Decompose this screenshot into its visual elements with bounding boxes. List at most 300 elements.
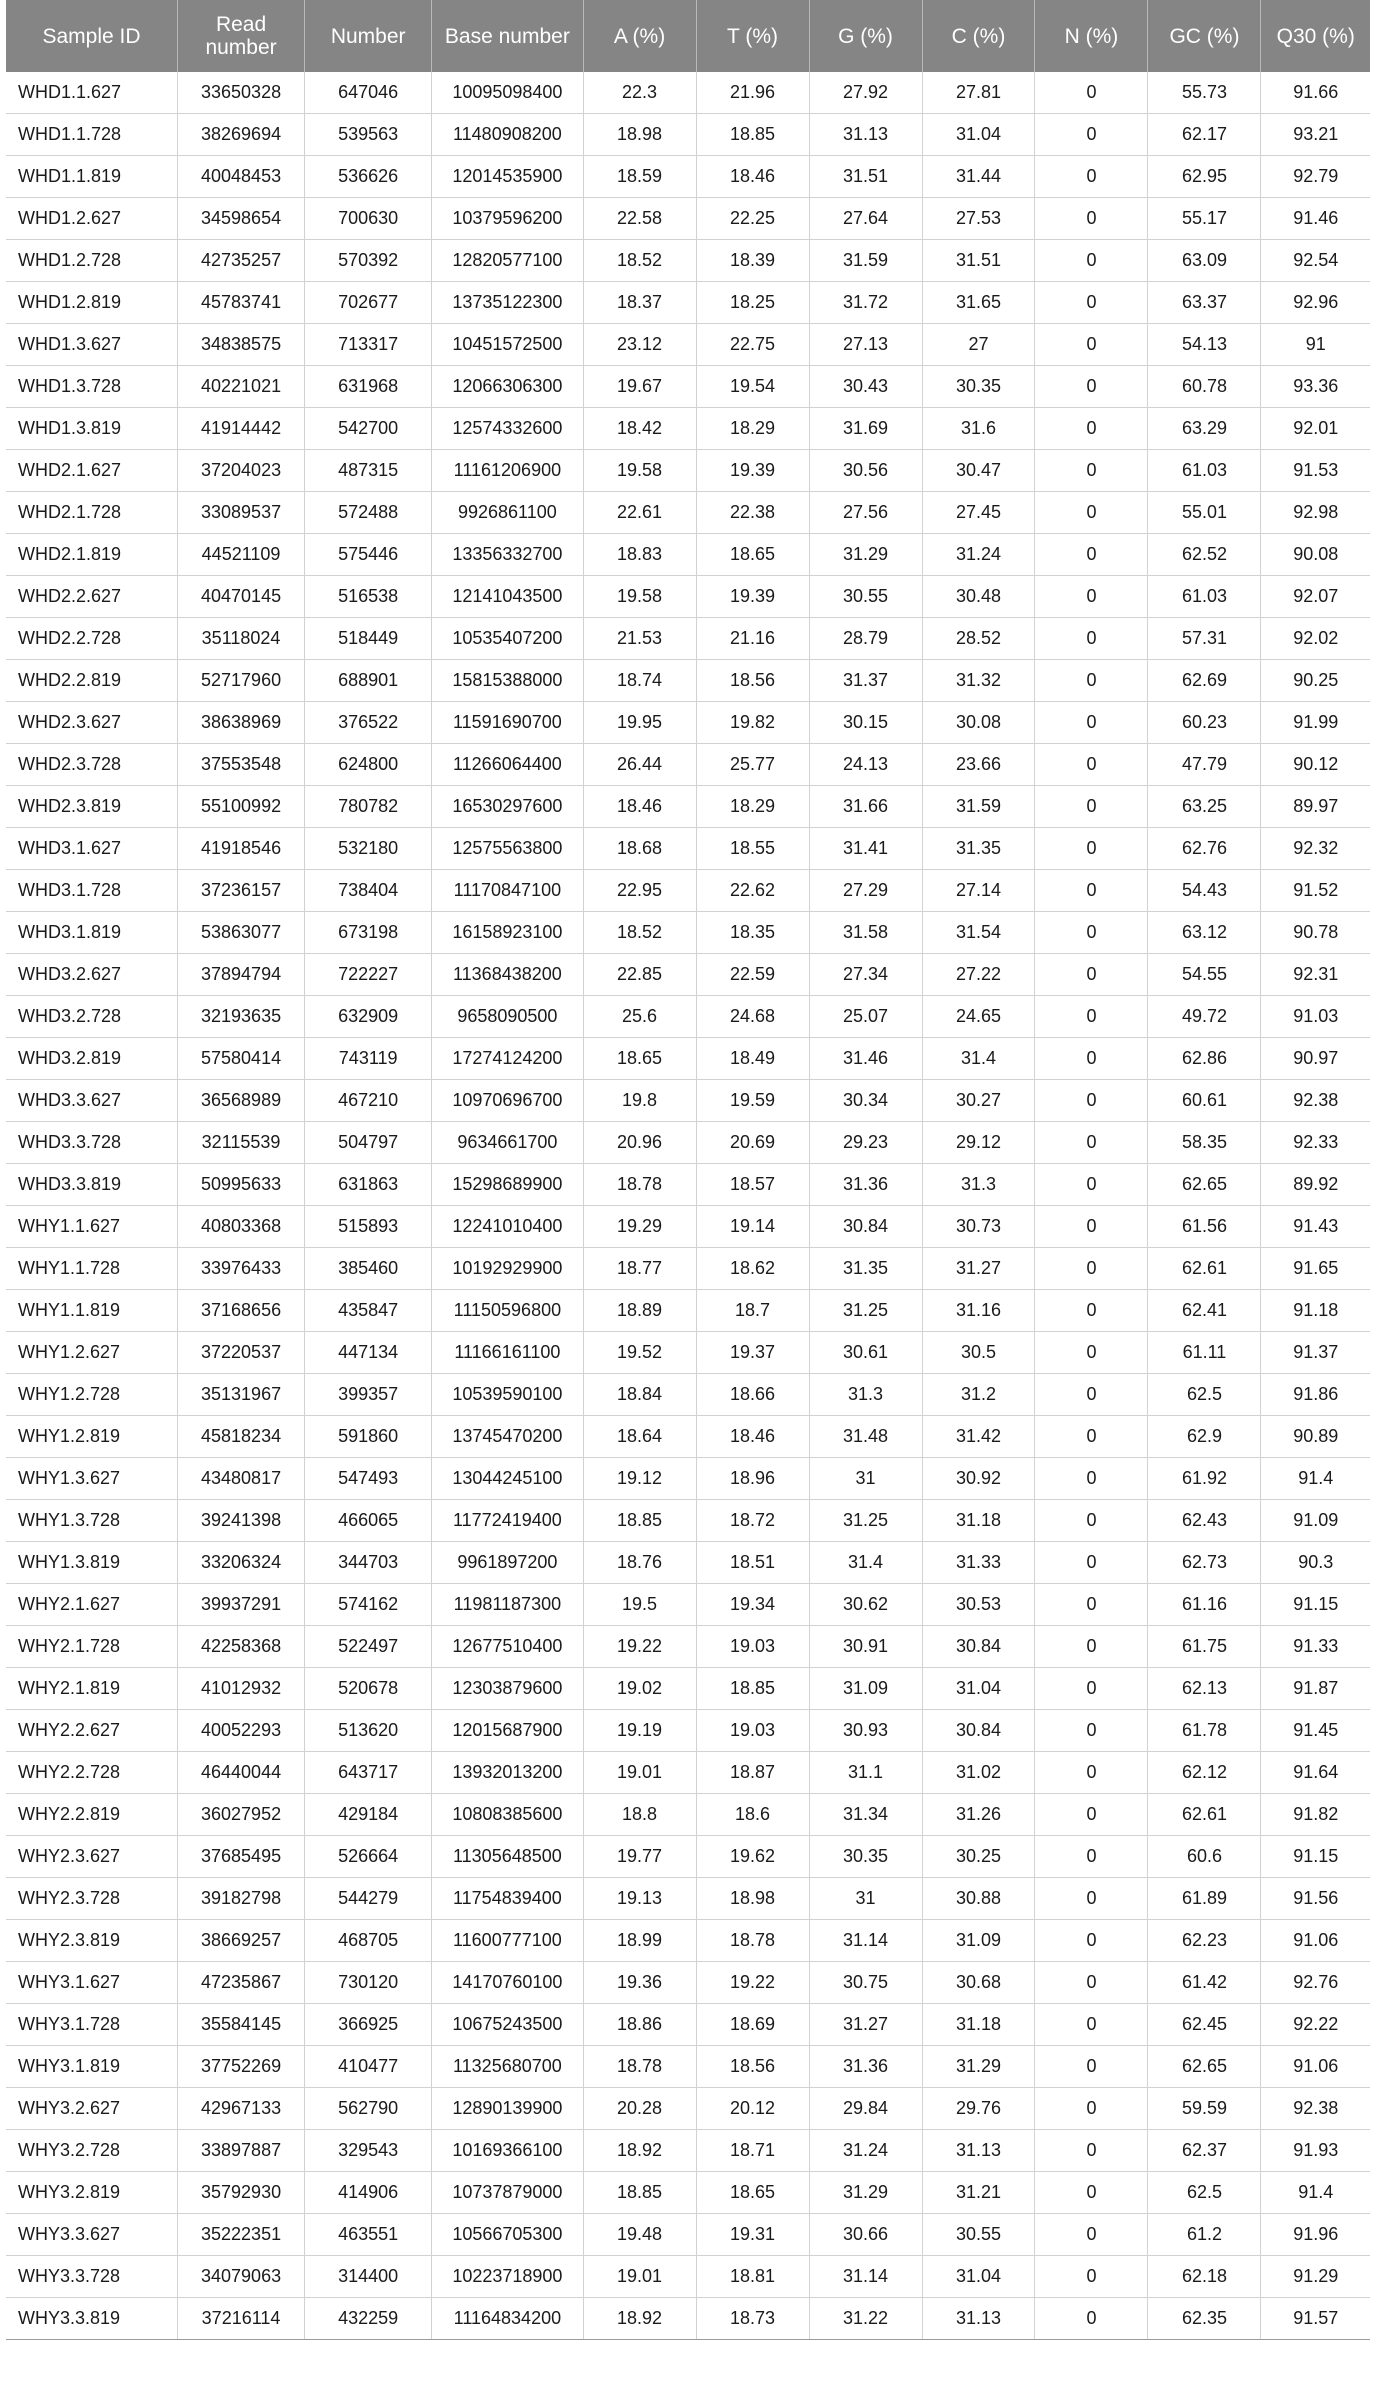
table-cell: 467210	[305, 1080, 432, 1122]
table-cell: 18.99	[583, 1920, 696, 1962]
table-cell: 12141043500	[432, 576, 583, 618]
table-cell: 0	[1035, 1206, 1148, 1248]
table-cell: 0	[1035, 1878, 1148, 1920]
table-cell: 30.55	[809, 576, 922, 618]
table-cell: 60.61	[1148, 1080, 1261, 1122]
table-cell: 31.66	[809, 786, 922, 828]
table-cell: 60.23	[1148, 702, 1261, 744]
table-cell: 18.46	[696, 156, 809, 198]
table-cell: WHY3.2.728	[6, 2130, 178, 2172]
table-cell: 31.41	[809, 828, 922, 870]
table-cell: 722227	[305, 954, 432, 996]
table-cell: 18.74	[583, 660, 696, 702]
table-cell: 18.57	[696, 1164, 809, 1206]
table-cell: 32115539	[178, 1122, 305, 1164]
table-cell: 9961897200	[432, 1542, 583, 1584]
table-cell: 31.37	[809, 660, 922, 702]
table-cell: 90.25	[1261, 660, 1370, 702]
table-cell: 43480817	[178, 1458, 305, 1500]
table-cell: 93.21	[1261, 114, 1370, 156]
table-cell: WHD2.1.627	[6, 450, 178, 492]
table-cell: WHD2.3.819	[6, 786, 178, 828]
table-cell: 13745470200	[432, 1416, 583, 1458]
table-cell: 0	[1035, 1416, 1148, 1458]
table-cell: 91.43	[1261, 1206, 1370, 1248]
table-cell: 92.07	[1261, 576, 1370, 618]
table-row	[6, 1752, 1370, 1794]
table-cell: 18.81	[696, 2256, 809, 2298]
table-cell: 20.96	[583, 1122, 696, 1164]
table-cell: 643717	[305, 1752, 432, 1794]
table-cell: 90.78	[1261, 912, 1370, 954]
table-cell: WHY1.2.627	[6, 1332, 178, 1374]
table-cell: 31.25	[809, 1500, 922, 1542]
table-cell: 0	[1035, 1542, 1148, 1584]
table-cell: 19.39	[696, 450, 809, 492]
table-cell: WHY1.2.728	[6, 1374, 178, 1416]
table-cell: 0	[1035, 1080, 1148, 1122]
table-cell: 30.75	[809, 1962, 922, 2004]
table-cell: 54.43	[1148, 870, 1261, 912]
table-cell: 542700	[305, 408, 432, 450]
table-cell: 30.84	[922, 1710, 1035, 1752]
table-cell: 0	[1035, 324, 1148, 366]
table-cell: 31.04	[922, 114, 1035, 156]
table-cell: 0	[1035, 2256, 1148, 2298]
table-row	[6, 786, 1370, 828]
table-cell: 23.66	[922, 744, 1035, 786]
table-cell: 37216114	[178, 2298, 305, 2340]
table-cell: 19.01	[583, 2256, 696, 2298]
table-cell: 47235867	[178, 1962, 305, 2004]
table-cell: 12303879600	[432, 1668, 583, 1710]
table-cell: 10223718900	[432, 2256, 583, 2298]
table-cell: 37752269	[178, 2046, 305, 2088]
table-cell: 61.56	[1148, 1206, 1261, 1248]
table-cell: 11981187300	[432, 1584, 583, 1626]
table-cell: 91.33	[1261, 1626, 1370, 1668]
table-row	[6, 576, 1370, 618]
table-cell: 62.95	[1148, 156, 1261, 198]
table-cell: 55.17	[1148, 198, 1261, 240]
table-cell: WHD1.2.819	[6, 282, 178, 324]
table-cell: 34838575	[178, 324, 305, 366]
table-cell: 9926861100	[432, 492, 583, 534]
table-cell: 40803368	[178, 1206, 305, 1248]
table-cell: 19.59	[696, 1080, 809, 1122]
table-cell: 18.71	[696, 2130, 809, 2172]
table-cell: 37204023	[178, 450, 305, 492]
table-cell: 91.56	[1261, 1878, 1370, 1920]
sequencing-stats-table	[6, 0, 1370, 2340]
table-cell: 18.7	[696, 1290, 809, 1332]
table-cell: 9658090500	[432, 996, 583, 1038]
table-cell: 28.79	[809, 618, 922, 660]
table-cell: 20.28	[583, 2088, 696, 2130]
table-cell: 0	[1035, 1458, 1148, 1500]
table-cell: 572488	[305, 492, 432, 534]
table-cell: 30.93	[809, 1710, 922, 1752]
table-cell: 19.12	[583, 1458, 696, 1500]
table-cell: 42258368	[178, 1626, 305, 1668]
table-cell: 19.01	[583, 1752, 696, 1794]
table-cell: 688901	[305, 660, 432, 702]
table-cell: 23.12	[583, 324, 696, 366]
table-cell: 9634661700	[432, 1122, 583, 1164]
table-cell: 0	[1035, 1920, 1148, 1962]
table-cell: 526664	[305, 1836, 432, 1878]
table-cell: 92.76	[1261, 1962, 1370, 2004]
table-cell: 31.13	[922, 2130, 1035, 2172]
table-cell: 0	[1035, 1836, 1148, 1878]
table-cell: 91.53	[1261, 450, 1370, 492]
table-cell: 31.04	[922, 1668, 1035, 1710]
table-cell: 53863077	[178, 912, 305, 954]
table-cell: 27.29	[809, 870, 922, 912]
table-row	[6, 1416, 1370, 1458]
table-cell: 49.72	[1148, 996, 1261, 1038]
table-cell: WHD3.1.819	[6, 912, 178, 954]
table-cell: 0	[1035, 2004, 1148, 2046]
table-cell: 31.1	[809, 1752, 922, 1794]
table-cell: 55100992	[178, 786, 305, 828]
table-cell: 37236157	[178, 870, 305, 912]
table-cell: 0	[1035, 1626, 1148, 1668]
table-cell: 62.12	[1148, 1752, 1261, 1794]
table-cell: 713317	[305, 324, 432, 366]
table-cell: WHD1.1.819	[6, 156, 178, 198]
table-cell: 40221021	[178, 366, 305, 408]
table-cell: WHD1.1.627	[6, 72, 178, 114]
table-cell: 22.25	[696, 198, 809, 240]
table-cell: 376522	[305, 702, 432, 744]
table-cell: 0	[1035, 1164, 1148, 1206]
table-cell: 18.87	[696, 1752, 809, 1794]
table-cell: 90.89	[1261, 1416, 1370, 1458]
table-cell: 12015687900	[432, 1710, 583, 1752]
table-cell: 31.36	[809, 2046, 922, 2088]
table-cell: 0	[1035, 1332, 1148, 1374]
table-cell: 62.41	[1148, 1290, 1261, 1332]
table-cell: 31.04	[922, 2256, 1035, 2298]
table-cell: 39182798	[178, 1878, 305, 1920]
table-cell: 89.97	[1261, 786, 1370, 828]
table-row	[6, 1710, 1370, 1752]
table-cell: 18.56	[696, 660, 809, 702]
table-cell: 13044245100	[432, 1458, 583, 1500]
table-cell: 62.5	[1148, 2172, 1261, 2214]
table-cell: 19.58	[583, 450, 696, 492]
table-cell: 24.65	[922, 996, 1035, 1038]
table-cell: 62.45	[1148, 2004, 1261, 2046]
table-cell: 21.16	[696, 618, 809, 660]
table-cell: 19.19	[583, 1710, 696, 1752]
table-cell: 62.52	[1148, 534, 1261, 576]
table-row	[6, 1584, 1370, 1626]
table-cell: 35584145	[178, 2004, 305, 2046]
table-cell: 410477	[305, 2046, 432, 2088]
table-cell: 19.77	[583, 1836, 696, 1878]
table-row	[6, 828, 1370, 870]
table-cell: WHD1.3.728	[6, 366, 178, 408]
table-cell: 31.59	[922, 786, 1035, 828]
table-cell: 92.01	[1261, 408, 1370, 450]
table-row	[6, 72, 1370, 114]
table-cell: 18.8	[583, 1794, 696, 1836]
table-cell: 0	[1035, 828, 1148, 870]
table-cell: 33089537	[178, 492, 305, 534]
table-cell: 31.33	[922, 1542, 1035, 1584]
table-cell: 632909	[305, 996, 432, 1038]
table-cell: 0	[1035, 1794, 1148, 1836]
table-cell: 18.98	[583, 114, 696, 156]
table-cell: 62.23	[1148, 1920, 1261, 1962]
table-cell: 21.53	[583, 618, 696, 660]
table-cell: 22.95	[583, 870, 696, 912]
column-header: A (%)	[583, 0, 696, 72]
table-cell: 12890139900	[432, 2088, 583, 2130]
table-cell: WHD1.1.728	[6, 114, 178, 156]
table-cell: 18.65	[583, 1038, 696, 1080]
table-cell: 59.59	[1148, 2088, 1261, 2130]
table-cell: 91.15	[1261, 1584, 1370, 1626]
table-cell: WHY1.1.728	[6, 1248, 178, 1290]
table-cell: 18.85	[583, 1500, 696, 1542]
table-cell: WHD2.1.819	[6, 534, 178, 576]
table-cell: 31.46	[809, 1038, 922, 1080]
table-cell: 30.27	[922, 1080, 1035, 1122]
table-cell: 91.03	[1261, 996, 1370, 1038]
table-cell: 0	[1035, 198, 1148, 240]
table-cell: 518449	[305, 618, 432, 660]
table-cell: WHD2.2.819	[6, 660, 178, 702]
table-cell: 91.96	[1261, 2214, 1370, 2256]
table-cell: 29.12	[922, 1122, 1035, 1164]
table-row	[6, 1962, 1370, 2004]
table-cell: 92.32	[1261, 828, 1370, 870]
table-cell: WHY2.1.728	[6, 1626, 178, 1668]
table-cell: 61.11	[1148, 1332, 1261, 1374]
table-row	[6, 2130, 1370, 2172]
table-cell: 10095098400	[432, 72, 583, 114]
table-cell: 31.32	[922, 660, 1035, 702]
table-cell: 18.55	[696, 828, 809, 870]
table-cell: 466065	[305, 1500, 432, 1542]
table-cell: 91.65	[1261, 1248, 1370, 1290]
table-cell: 62.35	[1148, 2298, 1261, 2340]
table-row	[6, 1458, 1370, 1500]
table-row	[6, 156, 1370, 198]
table-cell: 61.03	[1148, 450, 1261, 492]
table-cell: 91.57	[1261, 2298, 1370, 2340]
table-cell: 18.65	[696, 2172, 809, 2214]
table-cell: 11305648500	[432, 1836, 583, 1878]
table-cell: 516538	[305, 576, 432, 618]
table-cell: 0	[1035, 744, 1148, 786]
table-cell: 19.02	[583, 1668, 696, 1710]
table-cell: WHY1.1.627	[6, 1206, 178, 1248]
table-row	[6, 282, 1370, 324]
table-cell: 0	[1035, 156, 1148, 198]
table-row	[6, 366, 1370, 408]
table-cell: WHY2.2.819	[6, 1794, 178, 1836]
table-row	[6, 870, 1370, 912]
table-cell: 52717960	[178, 660, 305, 702]
table-cell: 30.08	[922, 702, 1035, 744]
table-cell: 12677510400	[432, 1626, 583, 1668]
table-cell: 19.82	[696, 702, 809, 744]
table-cell: 539563	[305, 114, 432, 156]
table-cell: 18.62	[696, 1248, 809, 1290]
table-cell: 780782	[305, 786, 432, 828]
table-cell: WHY3.3.728	[6, 2256, 178, 2298]
table-cell: 57.31	[1148, 618, 1261, 660]
table-cell: 91.82	[1261, 1794, 1370, 1836]
table-cell: 18.52	[583, 912, 696, 954]
table-cell: 11368438200	[432, 954, 583, 996]
table-cell: 62.17	[1148, 114, 1261, 156]
table-cell: 33976433	[178, 1248, 305, 1290]
table-cell: 38638969	[178, 702, 305, 744]
table-cell: 22.58	[583, 198, 696, 240]
table-cell: 18.96	[696, 1458, 809, 1500]
table-cell: 91.64	[1261, 1752, 1370, 1794]
table-cell: 61.03	[1148, 576, 1261, 618]
table-cell: 31.72	[809, 282, 922, 324]
table-cell: 19.58	[583, 576, 696, 618]
table-cell: 15298689900	[432, 1164, 583, 1206]
table-cell: 19.22	[583, 1626, 696, 1668]
table-cell: 624800	[305, 744, 432, 786]
table-cell: 30.84	[809, 1206, 922, 1248]
table-cell: 18.76	[583, 1542, 696, 1584]
table-cell: 30.62	[809, 1584, 922, 1626]
table-row	[6, 1080, 1370, 1122]
table-cell: 0	[1035, 2130, 1148, 2172]
table-cell: 11325680700	[432, 2046, 583, 2088]
table-cell: 19.62	[696, 1836, 809, 1878]
table-cell: 27.34	[809, 954, 922, 996]
table-cell: 29.23	[809, 1122, 922, 1164]
table-cell: 18.52	[583, 240, 696, 282]
table-cell: 32193635	[178, 996, 305, 1038]
table-cell: 92.31	[1261, 954, 1370, 996]
table-cell: 55.73	[1148, 72, 1261, 114]
table-cell: 62.5	[1148, 1374, 1261, 1416]
table-cell: 435847	[305, 1290, 432, 1332]
table-cell: 31.34	[809, 1794, 922, 1836]
table-cell: 62.69	[1148, 660, 1261, 702]
table-cell: 45783741	[178, 282, 305, 324]
table-cell: 314400	[305, 2256, 432, 2298]
table-cell: 17274124200	[432, 1038, 583, 1080]
table-cell: 37685495	[178, 1836, 305, 1878]
table-cell: 31.29	[809, 2172, 922, 2214]
table-cell: 12574332600	[432, 408, 583, 450]
table-row	[6, 492, 1370, 534]
table-cell: 26.44	[583, 744, 696, 786]
table-cell: 35222351	[178, 2214, 305, 2256]
table-cell: 20.12	[696, 2088, 809, 2130]
table-cell: 62.9	[1148, 1416, 1261, 1458]
table-cell: 385460	[305, 1248, 432, 1290]
table-cell: 22.61	[583, 492, 696, 534]
data-table-container	[6, 0, 1370, 2404]
table-row	[6, 324, 1370, 366]
table-cell: 31.26	[922, 1794, 1035, 1836]
table-cell: 44521109	[178, 534, 305, 576]
table-cell: 27.81	[922, 72, 1035, 114]
column-header: Base number	[432, 0, 583, 72]
table-cell: 31.02	[922, 1752, 1035, 1794]
table-cell: 31.25	[809, 1290, 922, 1332]
table-cell: 45818234	[178, 1416, 305, 1458]
table-cell: WHY1.2.819	[6, 1416, 178, 1458]
table-cell: 91.52	[1261, 870, 1370, 912]
table-row	[6, 1794, 1370, 1836]
table-cell: WHY3.1.819	[6, 2046, 178, 2088]
table-cell: 33650328	[178, 72, 305, 114]
table-cell: 31.59	[809, 240, 922, 282]
table-cell: 60.78	[1148, 366, 1261, 408]
table-cell: WHY2.1.627	[6, 1584, 178, 1626]
table-cell: 399357	[305, 1374, 432, 1416]
table-row	[6, 1206, 1370, 1248]
table-cell: 10192929900	[432, 1248, 583, 1290]
table-cell: 544279	[305, 1878, 432, 1920]
table-cell: 532180	[305, 828, 432, 870]
table-cell: 91.18	[1261, 1290, 1370, 1332]
table-cell: 0	[1035, 2172, 1148, 2214]
table-cell: 575446	[305, 534, 432, 576]
table-cell: 61.2	[1148, 2214, 1261, 2256]
table-cell: 702677	[305, 282, 432, 324]
table-cell: 18.68	[583, 828, 696, 870]
table-cell: 19.37	[696, 1332, 809, 1374]
table-cell: 10808385600	[432, 1794, 583, 1836]
table-cell: 30.61	[809, 1332, 922, 1374]
table-cell: 90.12	[1261, 744, 1370, 786]
table-cell: 30.92	[922, 1458, 1035, 1500]
table-cell: 0	[1035, 870, 1148, 912]
table-cell: 0	[1035, 1584, 1148, 1626]
table-cell: 62.61	[1148, 1248, 1261, 1290]
table-cell: 30.47	[922, 450, 1035, 492]
table-cell: 31.09	[809, 1668, 922, 1710]
table-cell: 40470145	[178, 576, 305, 618]
table-cell: WHY2.2.627	[6, 1710, 178, 1752]
table-cell: WHY3.2.819	[6, 2172, 178, 2214]
table-cell: 11600777100	[432, 1920, 583, 1962]
table-cell: 89.92	[1261, 1164, 1370, 1206]
table-cell: WHY2.1.819	[6, 1668, 178, 1710]
table-cell: 62.13	[1148, 1668, 1261, 1710]
table-cell: 92.02	[1261, 618, 1370, 660]
table-cell: WHY3.1.627	[6, 1962, 178, 2004]
table-cell: 31.6	[922, 408, 1035, 450]
table-cell: 10737879000	[432, 2172, 583, 2214]
table-row	[6, 1332, 1370, 1374]
table-cell: 18.29	[696, 786, 809, 828]
table-cell: 18.46	[696, 1416, 809, 1458]
table-cell: 28.52	[922, 618, 1035, 660]
table-cell: 25.6	[583, 996, 696, 1038]
table-cell: 92.38	[1261, 2088, 1370, 2130]
column-header: Read number	[178, 0, 305, 72]
table-cell: 11480908200	[432, 114, 583, 156]
table-cell: 31.44	[922, 156, 1035, 198]
table-cell: 40048453	[178, 156, 305, 198]
